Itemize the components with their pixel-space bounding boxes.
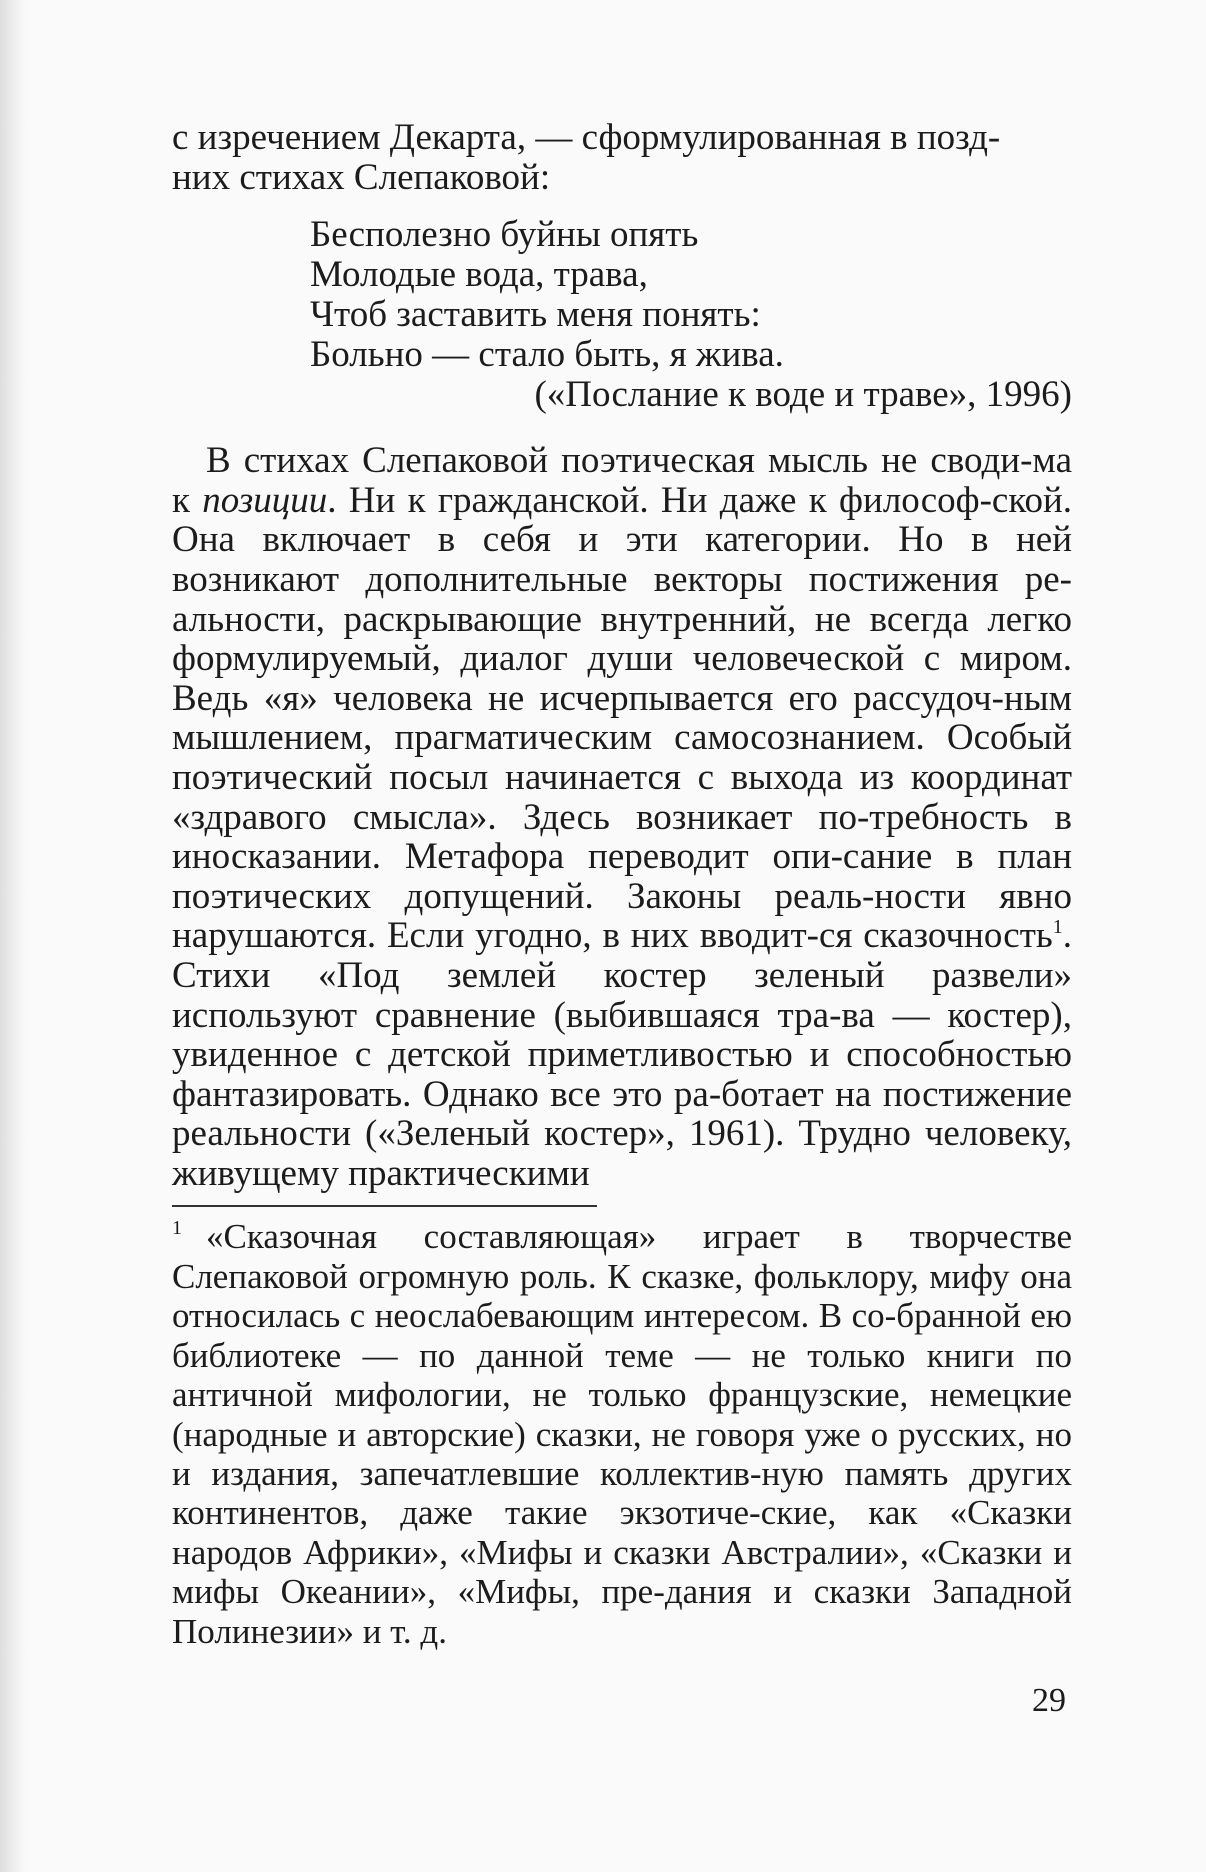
page-number: 29 — [1032, 1682, 1066, 1719]
poem-quote — [310, 215, 1072, 375]
poem-line: Чтоб заставить меня понять: — [310, 294, 761, 336]
footnote-divider — [172, 1205, 597, 1207]
intro-line-1: с изречением Декарта, — сформулированная в позд- — [172, 117, 1001, 158]
poem-line: Бесполезно буйны опять — [310, 214, 699, 256]
page-content — [172, 118, 1072, 1651]
poem-line: Молодые вода, трава, — [310, 254, 648, 296]
intro-line-2: них стихах Слепаковой: — [172, 156, 551, 198]
footnote-text: «Сказочная составляющая» играет в творчестве Слепаковой огромную роль. К сказке, фольклору, мифу она относилась с неослабевающим интересом. В со-бранной ею библиотеке — по данной теме — не только книги по античной мифологии, не только французские, немецкие (народные и авторские) сказки, не говоря уже о русских, но и издания, запечатлевшие коллектив-ную память других континентов, даже такие экзотиче-ские, как «Сказки народов Африки», «Мифы и сказки Австралии», «Сказки и мифы Океании», «Мифы, пре-дания и сказки Западной Полинезии» и т. д. — [172, 1217, 1072, 1651]
poem-source: («Послание к воде и траве», 1996) — [534, 374, 1072, 416]
main-paragraph — [172, 441, 1072, 1193]
book-gutter-shadow — [0, 0, 26, 1872]
poem-line: Больно — стало быть, я жива. — [310, 334, 784, 376]
footnote-reference[interactable]: 1 — [1052, 916, 1063, 939]
emphasis-text: позиции — [202, 479, 328, 521]
footnote-marker: 1 — [172, 1217, 182, 1240]
body-text-start: В стихах Слепаковой поэтическая мысль не своди-ма к — [172, 440, 1072, 521]
body-text-end: . Стихи «Под землей костер зеленый развели» используют сравнение (выбившаяся тра-ва — костер), увиденное с детской приметливостью и способностью фантазировать. Однако все это ра-ботает на постижение реальности («Зеленый костер», 1961). Трудно человеку, живущему практическими — [172, 915, 1072, 1194]
body-text-middle: . Ни к гражданской. Ни даже к философ-ской. Она включает в себя и эти категории. Но в ней возникают дополнительные векторы постижения ре-альности, раскрывающие внутренний, не всегда легко формулируемый, диалог души человеческой с миром. Ведь «я» человека не исчерпывается его рассудоч-ным мышлением, прагматическим самосознанием. Особый поэтический посыл начинается с выхода из координат «здравого смысла». Здесь возникает по-требность в иносказании. Метафора переводит опи-сание в план поэтических допущений. Законы реаль-ности явно нарушаются. Если угодно, в них вводит-ся сказочность — [172, 479, 1072, 957]
footnote — [172, 1217, 1072, 1650]
intro-paragraph — [172, 118, 1072, 197]
